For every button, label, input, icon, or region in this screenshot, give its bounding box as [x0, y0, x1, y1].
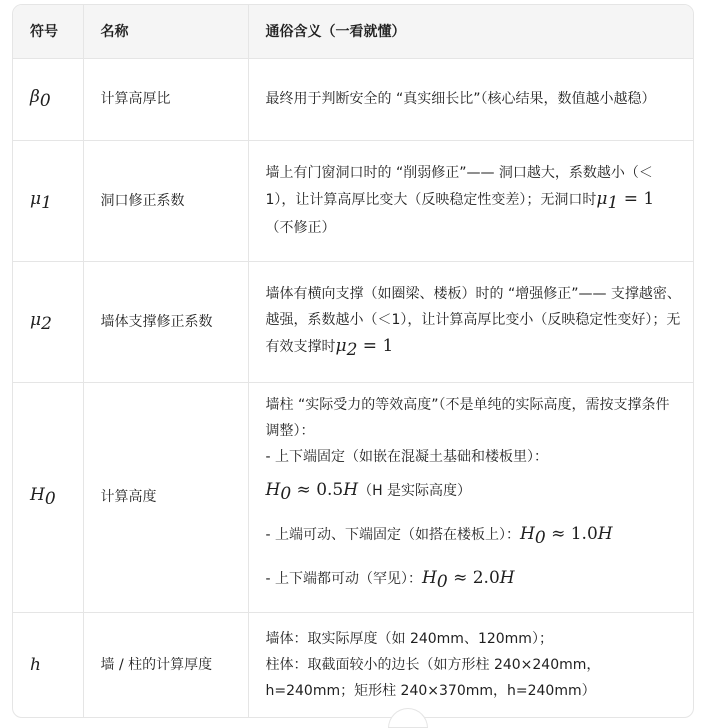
formula-base: μ [596, 188, 608, 209]
formula-var: H [499, 567, 515, 588]
name-cell: 计算高度 [83, 382, 248, 612]
table-row [13, 140, 693, 261]
symbol-cell [13, 261, 83, 382]
meaning-intro: 墙柱 “实际受力的等效高度”（不是单纯的实际高度，需按支撑条件调整）： [265, 397, 670, 440]
name-cell: 洞口修正系数 [83, 140, 248, 261]
formula-base: H [265, 480, 281, 501]
symbol-sub: 0 [39, 90, 51, 111]
formula-var: H [597, 524, 613, 545]
formula-rest: ≈ 2.0 [447, 567, 500, 588]
formula-sub: 1 [607, 192, 619, 213]
meaning-text: 墙上有门窗洞口时的 “削弱修正”—— 洞口越大，系数越小（＜1），让计算高厚比变大（反映稳定性变差）；无洞口时 [265, 164, 653, 208]
formula-base: H [422, 567, 437, 588]
formula-var: H [343, 480, 359, 501]
formula-rest: ≈ 1.0 [545, 524, 598, 545]
symbol-base: H [30, 485, 45, 506]
formula-rest: ≈ 0.5 [291, 480, 344, 501]
meaning-text: 墙体有横向支撑（如圈梁、楼板）时的 “增强修正”—— 支撑越密、越强，系数越小（＜1），让计算高厚比变小（反映稳定性变好）；无有效支撑时 [265, 285, 681, 355]
symbol-base: h [30, 654, 41, 675]
formula-sub: 0 [436, 571, 448, 592]
symbol-sub: 2 [41, 313, 52, 334]
meaning-cell [248, 140, 693, 261]
table [13, 5, 693, 718]
table-row [13, 382, 693, 612]
symbol-base: β [30, 87, 40, 108]
meaning-text-tail: （不修正） [265, 220, 336, 237]
meaning-cell: 最终用于判断安全的 “真实细长比”（核心结果，数值越小越稳） [248, 58, 693, 140]
meaning-item-3: - 上下端都可动（罕见）： [265, 570, 423, 587]
header-symbol: 符号 [13, 5, 83, 58]
formula-rest: = 1 [357, 335, 394, 356]
meaning-cell [248, 261, 693, 382]
formula-line-3 [266, 558, 682, 602]
symbol-cell [13, 612, 83, 718]
table-header-row [13, 5, 693, 58]
symbol-cell [13, 140, 83, 261]
symbol-cell [13, 382, 83, 612]
formula-line-1 [266, 470, 682, 514]
symbol-cell [13, 58, 83, 140]
table-row [13, 58, 693, 140]
formula-sub: 2 [346, 339, 358, 360]
name-cell: 墙 / 柱的计算厚度 [83, 612, 248, 718]
formula-sub: 0 [280, 484, 292, 505]
symbol-sub: 1 [41, 192, 52, 213]
name-cell: 墙体支撑修正系数 [83, 261, 248, 382]
meaning-line-2: 柱体：取截面较小的边长（如方形柱 240×240mm，h=240mm；矩形柱 240×370mm，h=240mm） [265, 657, 601, 700]
symbol-sub: 0 [44, 488, 56, 509]
symbol-table [12, 4, 694, 718]
symbol-base: μ [30, 188, 42, 209]
header-meaning: 通俗含义（一看就懂） [248, 5, 693, 58]
name-cell: 计算高厚比 [83, 58, 248, 140]
meaning-cell [248, 382, 693, 612]
meaning-line-1: 墙体：取实际厚度（如 240mm、120mm）； [265, 631, 553, 648]
symbol-base: μ [30, 309, 42, 330]
meaning-item-2: - 上端可动、下端固定（如搭在楼板上）： [265, 527, 521, 544]
formula-line-2 [266, 514, 682, 558]
table-row [13, 261, 693, 382]
formula-note: （H 是实际高度） [358, 483, 472, 500]
meaning-cell [248, 612, 693, 718]
table-row [13, 612, 693, 718]
header-name: 名称 [83, 5, 248, 58]
formula-base: H [520, 524, 535, 545]
formula-sub: 0 [534, 527, 546, 548]
formula-base: μ [335, 335, 347, 356]
meaning-item-1: - 上下端固定（如嵌在混凝土基础和楼板里）： [265, 449, 549, 466]
formula-rest: = 1 [618, 188, 655, 209]
